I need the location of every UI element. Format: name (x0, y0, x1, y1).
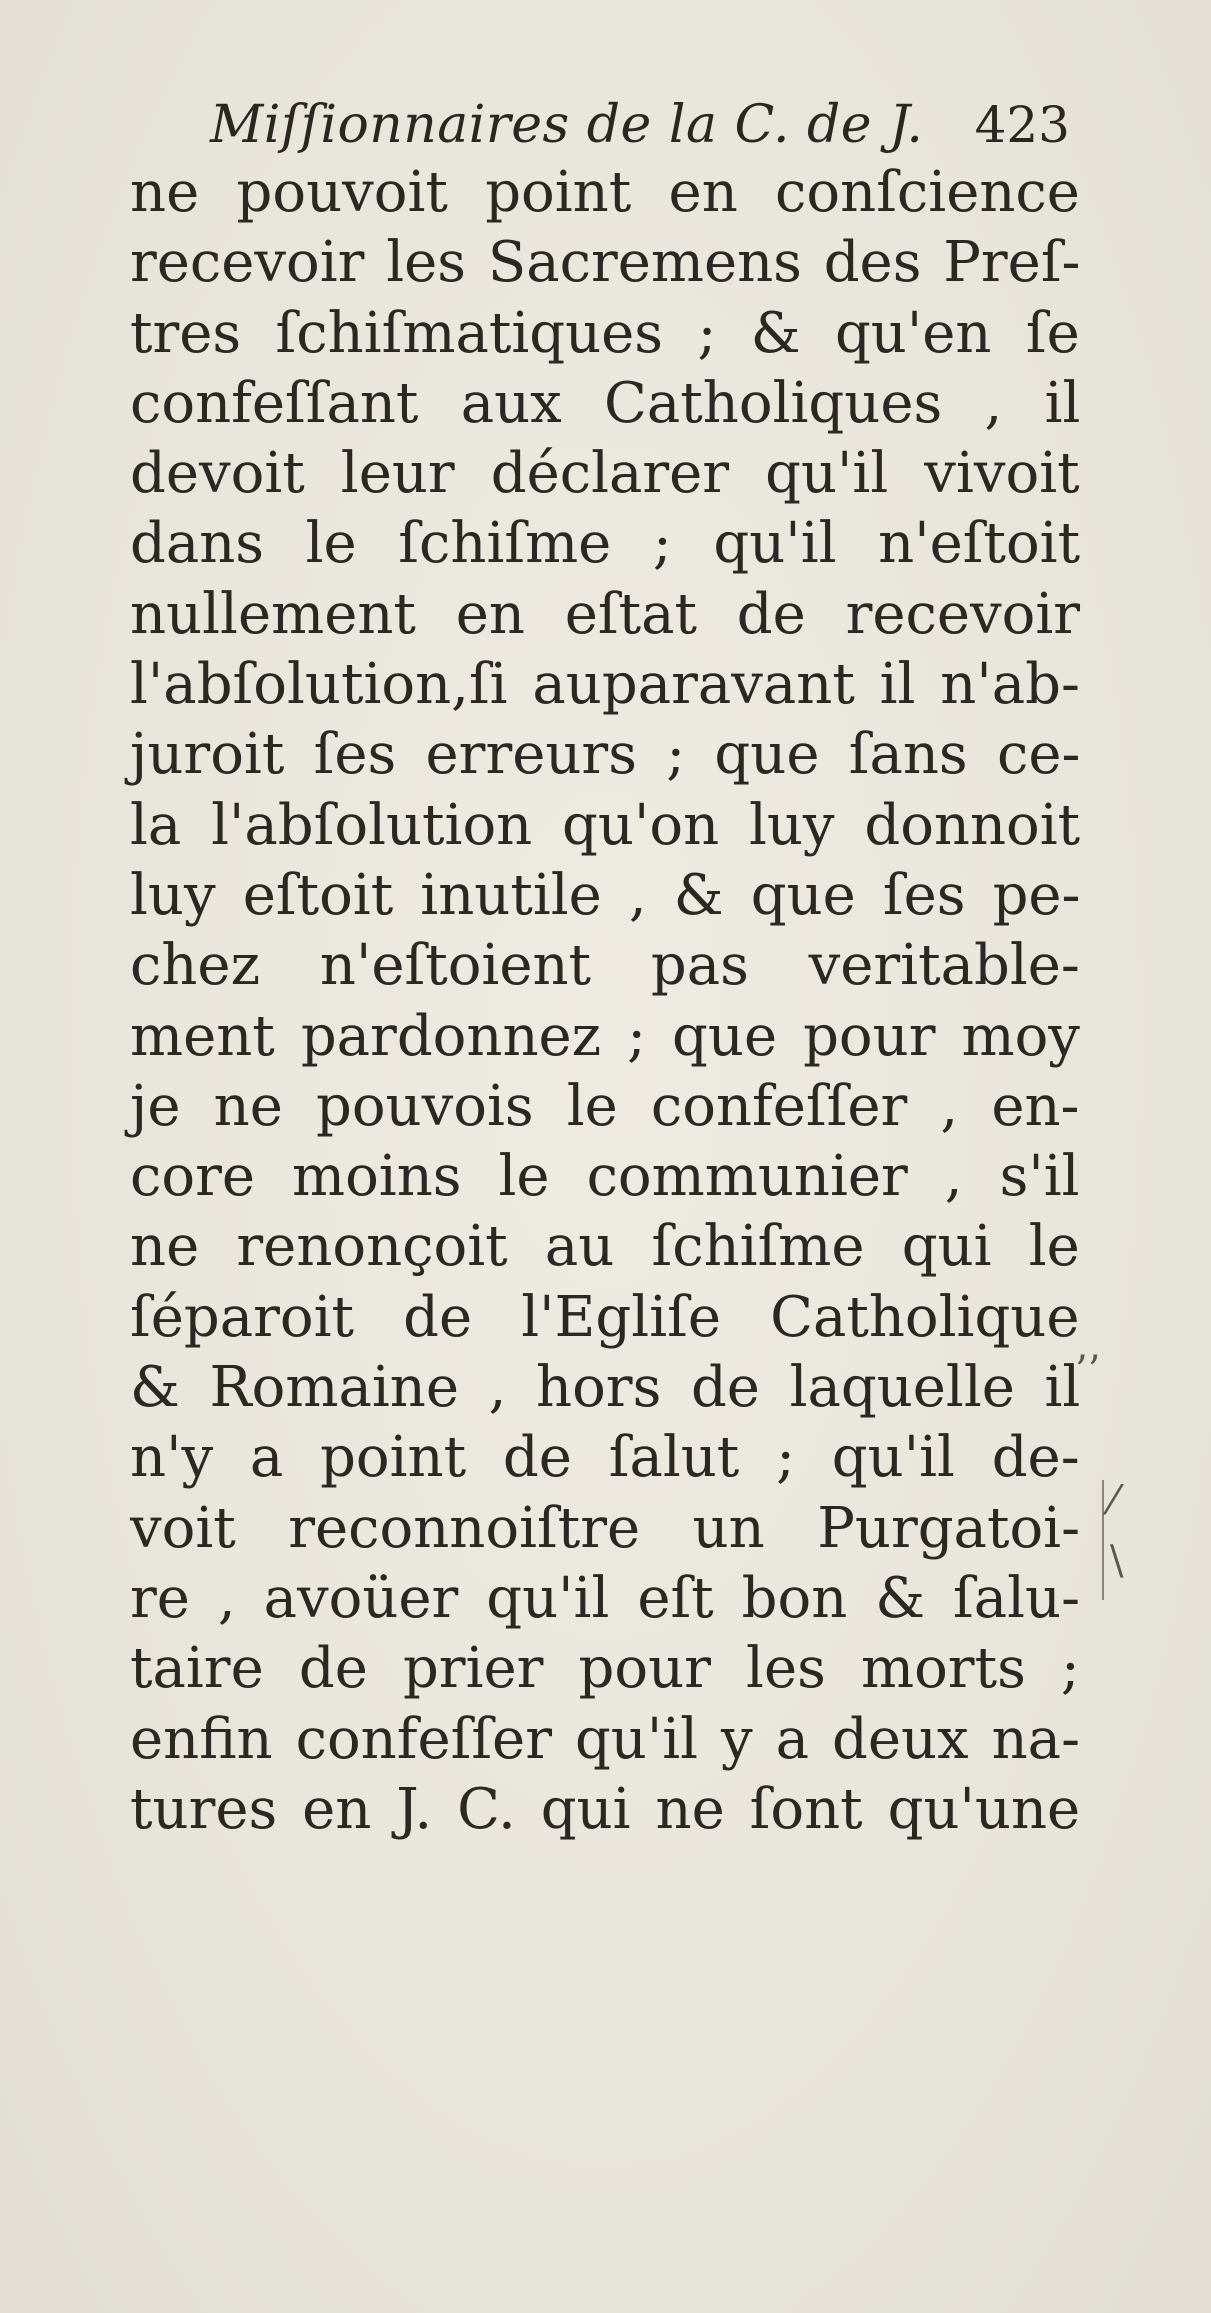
text-line: voit reconnoiſtre un Purgatoi- (130, 1495, 1080, 1561)
text-line: ne pouvoit point en conſcience (130, 160, 1080, 225)
page-number: 423 (974, 96, 1070, 154)
text-line: la l'abſolution qu'on luy donnoit (130, 792, 1081, 858)
body-text (130, 158, 1080, 1845)
text-line: enfin confeſſer qu'il y a deux na- (130, 1706, 1080, 1772)
text-line: recevoir les Sacremens des Preſ- (130, 230, 1081, 296)
text-line: n'y a point de ſalut ; qu'il de- (130, 1425, 1080, 1491)
margin-bracket (1102, 1480, 1108, 1600)
running-header (210, 90, 1070, 160)
text-line: luy eſtoit inutile , & que ſes pe- (130, 862, 1081, 928)
text-line: confeſſant aux Catholiques , il (130, 370, 1081, 436)
text-line: juroit ſes erreurs ; que ſans ce- (130, 722, 1081, 788)
margin-glyph: \ (1110, 1538, 1124, 1584)
running-title: Miſſionnaires de la C. de J. (210, 95, 924, 155)
text-line: l'abſolution,ſi auparavant il n'ab- (130, 652, 1080, 718)
text-line: core moins le communier , s'il (130, 1144, 1080, 1210)
text-line: nullement en eſtat de recevoir (130, 581, 1081, 647)
margin-glyph: ⁄ (1110, 1478, 1117, 1524)
text-line: & Romaine , hors de laquelle il (130, 1355, 1081, 1421)
text-line: re , avoüer qu'il eſt bon & ſalu- (130, 1565, 1080, 1631)
text-line: je ne pouvois le confeſſer , en- (130, 1073, 1080, 1139)
text-line: ſéparoit de l'Egliſe Catholique (130, 1284, 1080, 1350)
text-line: chez n'eſtoient pas veritable- (130, 933, 1080, 999)
text-line: ment pardonnez ; que pour moy (130, 1003, 1080, 1069)
text-line: devoit leur déclarer qu'il vivoit (130, 441, 1080, 507)
margin-quote-mark: ’’ (1075, 1348, 1101, 1394)
text-line: taire de prier pour les morts ; (130, 1636, 1080, 1702)
text-line: tures en J. C. qui ne ſont qu'une (130, 1776, 1081, 1842)
text-line: dans le ſchiſme ; qu'il n'eſtoit (130, 511, 1081, 577)
text-line: ne renonçoit au ſchiſme qui le (130, 1214, 1080, 1280)
text-line: tres ſchiſmatiques ; & qu'en ſe (130, 300, 1080, 366)
